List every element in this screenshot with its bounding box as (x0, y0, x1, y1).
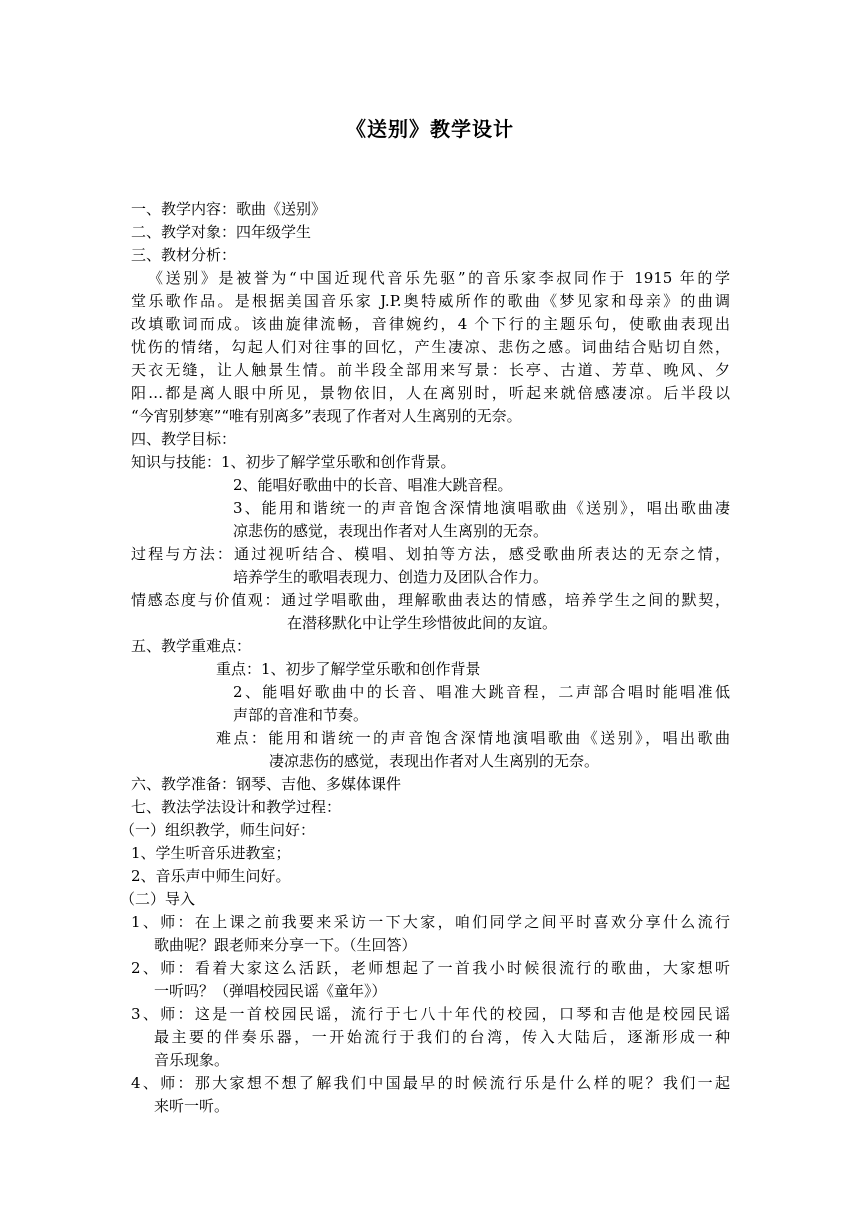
text-line: 情感态度与价值观：通过学唱歌曲，理解歌曲表达的情感，培养学生之间的默契， (131, 591, 730, 609)
text-line: 歌曲呢？跟老师来分享一下。（生回答） (154, 936, 417, 954)
text-line: 难点：能用和谐统一的声音饱含深情地演唱歌曲《送别》，唱出歌曲 (216, 729, 730, 747)
text-line: 2、师：看着大家这么活跃，老师想起了一首我小时候很流行的歌曲，大家想听 (131, 959, 730, 977)
text-line: 最主要的伴奏乐器，一开始流行于我们的台湾，传入大陆后，逐渐形成一种 (154, 1028, 730, 1046)
text-line: 凄凉悲伤的感觉，表现出作者对人生离别的无奈。 (269, 752, 600, 770)
text-line: 《送别》是被誉为“中国近现代音乐先驱”的音乐家李叔同作于 1915 年的学 (148, 269, 730, 287)
text-line: 3、师：这是一首校园民谣，流行于七八十年代的校园，口琴和吉他是校园民谣 (131, 1005, 730, 1023)
page-title: 《送别》教学设计 (346, 117, 514, 141)
text-line: 1、学生听音乐进教室； (131, 844, 291, 862)
text-line: 2、能唱好歌曲中的长音、唱准大跳音程。 (233, 476, 513, 494)
text-line: 过程与方法：通过视听结合、模唱、划拍等方法，感受歌曲所表达的无奈之情， (131, 545, 730, 563)
text-line: 声部的音准和节奏。 (233, 706, 369, 724)
text-line: 在潜移默化中让学生珍惜彼此间的友谊。 (287, 614, 558, 632)
text-line: “今宵别梦寒”“唯有别离多”表现了作者对人生离别的无奈。 (131, 407, 522, 425)
text-line: 4、师：那大家想不想了解我们中国最早的时候流行乐是什么样的呢？我们一起 (131, 1074, 730, 1092)
text-line: 1、师：在上课之前我要来采访一下大家，咱们同学之间平时喜欢分享什么流行 (131, 913, 730, 931)
text-line: 堂乐歌作品。是根据美国音乐家 J.P.奥特威所作的歌曲《梦见家和母亲》的曲调 (131, 292, 730, 310)
text-line: 七、教法学法设计和教学过程： (131, 798, 342, 816)
text-line: 三、教材分析： (131, 246, 237, 264)
text-line: 四、教学目标： (131, 430, 237, 448)
text-line: 2、能唱好歌曲中的长音、唱准大跳音程，二声部合唱时能唱准低 (233, 683, 730, 701)
text-line: 二、教学对象：四年级学生 (131, 223, 312, 241)
text-line: 重点：1、初步了解学堂乐歌和创作背景 (216, 660, 481, 678)
text-line: 培养学生的歌唱表现力、创造力及团队合作力。 (233, 568, 549, 586)
text-line: 凉悲伤的感觉，表现出作者对人生离别的无奈。 (233, 522, 549, 540)
text-line: 阳…都是离人眼中所见，景物依旧，人在离别时，听起来就倍感凄凉。后半段以 (131, 384, 730, 402)
text-line: 五、教学重难点： (131, 637, 252, 655)
text-line: 忧伤的情绪，勾起人们对往事的回忆，产生凄凉、悲伤之感。词曲结合贴切自然， (131, 338, 730, 356)
text-line: 天衣无缝，让人触景生情。前半段全部用来写景：长亭、古道、芳草、晚风、夕 (131, 361, 730, 379)
text-line: 3、能用和谐统一的声音饱含深情地演唱歌曲《送别》，唱出歌曲凄 (233, 499, 730, 517)
text-line: 六、教学准备：钢琴、吉他、多媒体课件 (131, 775, 402, 793)
text-line: 来听一听。 (154, 1097, 230, 1115)
text-line: 改填歌词而成。该曲旋律流畅，音律婉约，4 个下行的主题乐句，使歌曲表现出 (131, 315, 730, 333)
text-line: 音乐现象。 (154, 1051, 230, 1069)
text-line: 2、音乐声中师生问好。 (131, 867, 291, 885)
text-line: 一听吗？（弹唱校园民谣《童年》） (154, 982, 387, 1000)
text-line: （一）组织教学，师生问好： (120, 821, 316, 839)
text-line: 一、教学内容：歌曲《送别》 (131, 200, 327, 218)
text-line: （二）导入 (120, 890, 196, 908)
text-line: 知识与技能：1、初步了解学堂乐歌和创作背景。 (131, 453, 456, 471)
